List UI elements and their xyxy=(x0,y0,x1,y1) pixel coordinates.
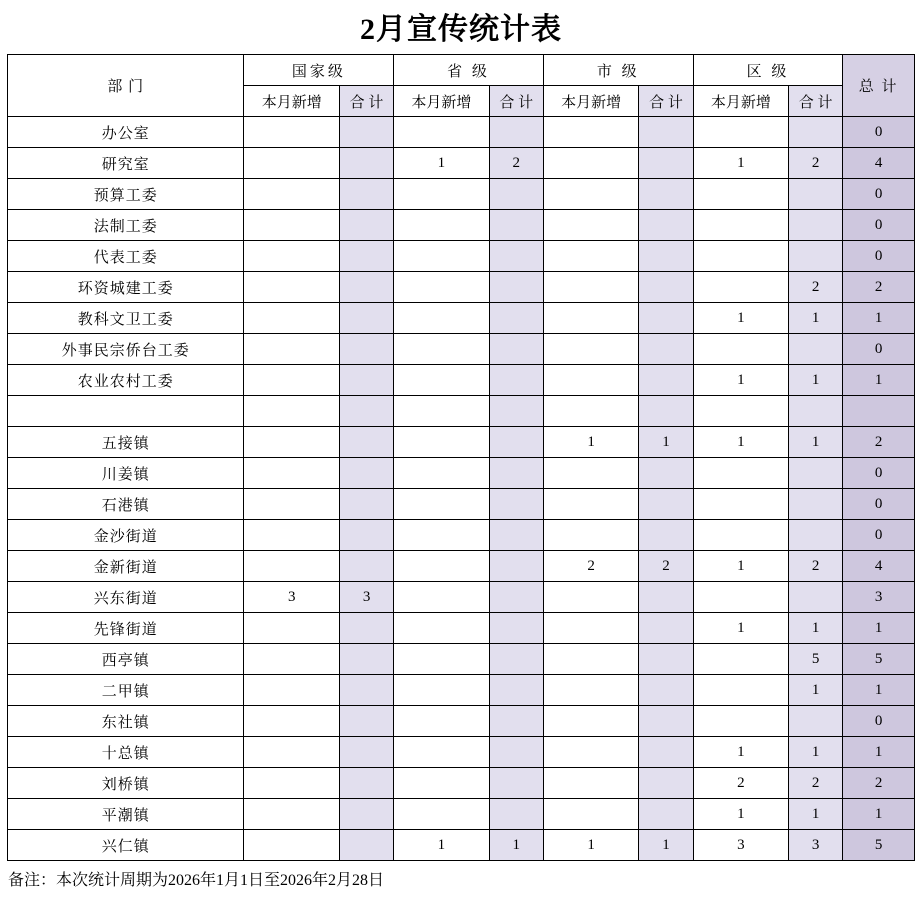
cell-dept-name: 刘桥镇 xyxy=(8,768,244,799)
cell-value xyxy=(693,582,788,613)
cell-row-total: 0 xyxy=(843,117,915,148)
cell-value xyxy=(639,148,693,179)
cell-row-total: 1 xyxy=(843,613,915,644)
cell-dept-name: 平潮镇 xyxy=(8,799,244,830)
column-header-municipal: 市 级 xyxy=(543,55,693,86)
cell-value xyxy=(339,427,393,458)
cell-value xyxy=(394,520,489,551)
cell-value xyxy=(639,117,693,148)
cell-dept-name: 东社镇 xyxy=(8,706,244,737)
cell-value xyxy=(693,489,788,520)
table-header xyxy=(8,55,915,117)
cell-value xyxy=(789,706,843,737)
cell-value: 1 xyxy=(394,830,489,861)
table-row xyxy=(8,768,915,799)
cell-value xyxy=(639,768,693,799)
cell-value xyxy=(339,396,393,427)
cell-dept-name: 研究室 xyxy=(8,148,244,179)
cell-value: 2 xyxy=(489,148,543,179)
cell-dept-name: 石港镇 xyxy=(8,489,244,520)
cell-value xyxy=(339,768,393,799)
cell-value xyxy=(639,396,693,427)
cell-value xyxy=(789,334,843,365)
cell-dept-name: 先锋街道 xyxy=(8,613,244,644)
cell-value xyxy=(244,737,339,768)
cell-value xyxy=(543,117,638,148)
cell-dept-name: 金沙街道 xyxy=(8,520,244,551)
cell-value xyxy=(339,272,393,303)
cell-value xyxy=(244,551,339,582)
cell-value xyxy=(489,613,543,644)
cell-value xyxy=(543,582,638,613)
cell-value xyxy=(394,365,489,396)
table-row xyxy=(8,644,915,675)
cell-value: 1 xyxy=(489,830,543,861)
cell-value: 1 xyxy=(789,613,843,644)
table-row xyxy=(8,799,915,830)
cell-value: 1 xyxy=(789,365,843,396)
cell-value xyxy=(244,365,339,396)
cell-value xyxy=(339,551,393,582)
cell-value xyxy=(693,117,788,148)
cell-value: 1 xyxy=(693,427,788,458)
cell-value xyxy=(394,396,489,427)
cell-value xyxy=(543,768,638,799)
cell-value xyxy=(339,365,393,396)
cell-dept-name: 外事民宗侨台工委 xyxy=(8,334,244,365)
cell-dept-name: 办公室 xyxy=(8,117,244,148)
cell-value xyxy=(789,241,843,272)
cell-value xyxy=(693,272,788,303)
cell-value xyxy=(489,334,543,365)
cell-value: 1 xyxy=(789,303,843,334)
cell-row-total: 1 xyxy=(843,799,915,830)
cell-value xyxy=(543,210,638,241)
cell-value xyxy=(543,706,638,737)
cell-value: 2 xyxy=(639,551,693,582)
cell-row-total: 0 xyxy=(843,179,915,210)
cell-value xyxy=(489,675,543,706)
cell-value xyxy=(489,799,543,830)
cell-value xyxy=(543,303,638,334)
cell-value xyxy=(789,117,843,148)
cell-value xyxy=(693,520,788,551)
cell-dept-name: 十总镇 xyxy=(8,737,244,768)
cell-value xyxy=(789,179,843,210)
cell-value: 1 xyxy=(693,148,788,179)
header-row-groups xyxy=(8,55,915,86)
cell-value xyxy=(244,830,339,861)
cell-value xyxy=(543,272,638,303)
cell-value xyxy=(639,210,693,241)
cell-row-total: 0 xyxy=(843,241,915,272)
cell-value xyxy=(693,675,788,706)
table-row xyxy=(8,272,915,303)
cell-value xyxy=(339,799,393,830)
cell-value: 1 xyxy=(693,737,788,768)
cell-value xyxy=(244,303,339,334)
cell-value xyxy=(339,210,393,241)
cell-value xyxy=(394,117,489,148)
cell-value: 2 xyxy=(789,551,843,582)
cell-row-total: 5 xyxy=(843,830,915,861)
cell-value xyxy=(244,427,339,458)
cell-row-total: 2 xyxy=(843,768,915,799)
cell-value xyxy=(543,799,638,830)
cell-value: 3 xyxy=(693,830,788,861)
cell-value xyxy=(639,613,693,644)
table-row xyxy=(8,303,915,334)
cell-value xyxy=(693,334,788,365)
cell-dept-name xyxy=(8,396,244,427)
cell-value xyxy=(394,551,489,582)
table-row xyxy=(8,551,915,582)
cell-value: 3 xyxy=(789,830,843,861)
table-row xyxy=(8,427,915,458)
cell-row-total: 0 xyxy=(843,489,915,520)
cell-value xyxy=(693,210,788,241)
cell-value xyxy=(789,582,843,613)
cell-value xyxy=(394,334,489,365)
cell-value xyxy=(543,365,638,396)
cell-row-total: 4 xyxy=(843,551,915,582)
subheader-provincial-new: 本月新增 xyxy=(394,86,489,117)
cell-value: 1 xyxy=(789,675,843,706)
cell-value xyxy=(244,396,339,427)
cell-row-total: 1 xyxy=(843,303,915,334)
cell-dept-name: 法制工委 xyxy=(8,210,244,241)
table-row xyxy=(8,737,915,768)
cell-dept-name: 二甲镇 xyxy=(8,675,244,706)
cell-value xyxy=(543,675,638,706)
cell-value: 1 xyxy=(639,830,693,861)
table-row xyxy=(8,334,915,365)
table-row xyxy=(8,706,915,737)
cell-value xyxy=(244,520,339,551)
cell-value xyxy=(543,396,638,427)
table-row xyxy=(8,613,915,644)
cell-value xyxy=(339,706,393,737)
cell-value xyxy=(244,644,339,675)
cell-value xyxy=(639,241,693,272)
cell-value xyxy=(394,582,489,613)
cell-value xyxy=(639,675,693,706)
cell-row-total: 5 xyxy=(843,644,915,675)
cell-value xyxy=(489,644,543,675)
column-header-dept: 部 门 xyxy=(8,55,244,117)
cell-value xyxy=(339,148,393,179)
cell-value xyxy=(789,458,843,489)
cell-value xyxy=(244,489,339,520)
cell-value xyxy=(489,303,543,334)
cell-dept-name: 金新街道 xyxy=(8,551,244,582)
cell-value: 2 xyxy=(789,768,843,799)
cell-value xyxy=(339,458,393,489)
cell-value xyxy=(394,179,489,210)
table-row xyxy=(8,241,915,272)
cell-value xyxy=(639,272,693,303)
cell-value: 2 xyxy=(789,272,843,303)
cell-value xyxy=(693,706,788,737)
cell-value xyxy=(339,489,393,520)
subheader-district-sum: 合 计 xyxy=(789,86,843,117)
cell-value xyxy=(489,489,543,520)
cell-value xyxy=(639,458,693,489)
cell-row-total: 0 xyxy=(843,706,915,737)
cell-value xyxy=(693,458,788,489)
table-row xyxy=(8,830,915,861)
cell-value xyxy=(693,241,788,272)
table-row xyxy=(8,148,915,179)
table-row xyxy=(8,520,915,551)
cell-value xyxy=(244,117,339,148)
cell-row-total: 0 xyxy=(843,210,915,241)
cell-value xyxy=(789,520,843,551)
table-row xyxy=(8,489,915,520)
cell-dept-name: 教科文卫工委 xyxy=(8,303,244,334)
column-header-district: 区 级 xyxy=(693,55,843,86)
cell-value xyxy=(639,179,693,210)
cell-value xyxy=(394,303,489,334)
cell-value xyxy=(489,396,543,427)
cell-row-total: 0 xyxy=(843,520,915,551)
cell-value: 3 xyxy=(244,582,339,613)
cell-dept-name: 预算工委 xyxy=(8,179,244,210)
cell-value xyxy=(244,706,339,737)
cell-value xyxy=(489,117,543,148)
cell-value xyxy=(394,210,489,241)
cell-value xyxy=(339,334,393,365)
cell-value xyxy=(339,613,393,644)
cell-value xyxy=(639,365,693,396)
cell-value xyxy=(489,210,543,241)
cell-value xyxy=(543,179,638,210)
table-body xyxy=(8,117,915,861)
cell-row-total: 2 xyxy=(843,272,915,303)
table-row xyxy=(8,582,915,613)
cell-value: 1 xyxy=(693,365,788,396)
cell-value xyxy=(244,210,339,241)
cell-value xyxy=(639,799,693,830)
cell-value xyxy=(394,272,489,303)
cell-value xyxy=(489,365,543,396)
table-row xyxy=(8,365,915,396)
cell-row-total: 4 xyxy=(843,148,915,179)
cell-value xyxy=(244,334,339,365)
cell-dept-name: 农业农村工委 xyxy=(8,365,244,396)
cell-row-total: 3 xyxy=(843,582,915,613)
cell-value xyxy=(489,768,543,799)
cell-row-total: 2 xyxy=(843,427,915,458)
column-header-provincial: 省 级 xyxy=(394,55,544,86)
cell-dept-name: 代表工委 xyxy=(8,241,244,272)
cell-value xyxy=(244,799,339,830)
cell-value xyxy=(489,737,543,768)
cell-value xyxy=(339,675,393,706)
page-title: 2月宣传统计表 xyxy=(360,13,562,46)
table-row xyxy=(8,210,915,241)
cell-dept-name: 西亭镇 xyxy=(8,644,244,675)
cell-value xyxy=(244,458,339,489)
cell-value: 2 xyxy=(789,148,843,179)
column-header-total: 总 计 xyxy=(843,55,915,117)
cell-dept-name: 兴东街道 xyxy=(8,582,244,613)
cell-value xyxy=(394,427,489,458)
subheader-national-new: 本月新增 xyxy=(244,86,339,117)
cell-value xyxy=(489,179,543,210)
cell-value: 1 xyxy=(789,737,843,768)
cell-value xyxy=(489,427,543,458)
cell-value xyxy=(394,799,489,830)
cell-value: 1 xyxy=(693,613,788,644)
cell-value xyxy=(394,489,489,520)
cell-value xyxy=(639,644,693,675)
cell-value: 1 xyxy=(693,551,788,582)
cell-value xyxy=(489,272,543,303)
cell-value xyxy=(244,179,339,210)
cell-value xyxy=(543,334,638,365)
subheader-municipal-new: 本月新增 xyxy=(543,86,638,117)
cell-value xyxy=(543,458,638,489)
table-row xyxy=(8,458,915,489)
cell-value: 5 xyxy=(789,644,843,675)
cell-dept-name: 兴仁镇 xyxy=(8,830,244,861)
cell-value xyxy=(639,737,693,768)
cell-value xyxy=(789,489,843,520)
cell-value xyxy=(489,551,543,582)
cell-value: 1 xyxy=(789,799,843,830)
cell-value xyxy=(543,148,638,179)
table-row xyxy=(8,179,915,210)
cell-value: 2 xyxy=(693,768,788,799)
cell-row-total: 1 xyxy=(843,675,915,706)
cell-value xyxy=(789,396,843,427)
cell-value xyxy=(639,706,693,737)
cell-value xyxy=(394,458,489,489)
cell-value xyxy=(339,520,393,551)
cell-dept-name: 五接镇 xyxy=(8,427,244,458)
cell-value xyxy=(339,117,393,148)
cell-value xyxy=(789,210,843,241)
cell-value: 1 xyxy=(693,799,788,830)
statistics-table xyxy=(7,54,915,861)
cell-value xyxy=(394,737,489,768)
cell-value xyxy=(639,303,693,334)
cell-row-total: 0 xyxy=(843,334,915,365)
column-header-national: 国家级 xyxy=(244,55,394,86)
cell-row-total: 1 xyxy=(843,737,915,768)
cell-value xyxy=(339,737,393,768)
cell-value xyxy=(339,241,393,272)
cell-value xyxy=(394,706,489,737)
cell-row-total: 0 xyxy=(843,458,915,489)
table-row xyxy=(8,675,915,706)
subheader-district-new: 本月新增 xyxy=(693,86,788,117)
cell-value: 1 xyxy=(693,303,788,334)
cell-value xyxy=(339,179,393,210)
cell-value xyxy=(244,675,339,706)
cell-value: 1 xyxy=(789,427,843,458)
cell-value xyxy=(489,520,543,551)
cell-value: 1 xyxy=(543,830,638,861)
cell-value xyxy=(543,520,638,551)
table-row xyxy=(8,117,915,148)
cell-value xyxy=(693,179,788,210)
cell-value xyxy=(543,737,638,768)
cell-value xyxy=(339,644,393,675)
cell-value xyxy=(394,675,489,706)
cell-value xyxy=(489,706,543,737)
cell-value: 1 xyxy=(639,427,693,458)
table-note: 备注：本次统计周期为2026年1月1日至2026年2月28日 xyxy=(8,872,385,889)
cell-value xyxy=(244,768,339,799)
cell-value xyxy=(394,768,489,799)
cell-value xyxy=(543,241,638,272)
cell-value xyxy=(244,241,339,272)
cell-value xyxy=(543,613,638,644)
cell-value xyxy=(489,458,543,489)
cell-value xyxy=(244,148,339,179)
cell-value: 3 xyxy=(339,582,393,613)
cell-value xyxy=(639,489,693,520)
table-row xyxy=(8,396,915,427)
cell-value: 1 xyxy=(394,148,489,179)
cell-value xyxy=(339,303,393,334)
cell-row-total: 1 xyxy=(843,365,915,396)
cell-value xyxy=(543,644,638,675)
cell-value xyxy=(693,396,788,427)
cell-value: 1 xyxy=(543,427,638,458)
cell-value xyxy=(639,520,693,551)
cell-dept-name: 川姜镇 xyxy=(8,458,244,489)
subheader-national-sum: 合 计 xyxy=(339,86,393,117)
cell-value xyxy=(693,644,788,675)
cell-value xyxy=(339,830,393,861)
cell-value: 2 xyxy=(543,551,638,582)
cell-value xyxy=(394,241,489,272)
cell-value xyxy=(394,613,489,644)
cell-value xyxy=(394,644,489,675)
cell-value xyxy=(489,241,543,272)
cell-value xyxy=(489,582,543,613)
cell-value xyxy=(543,489,638,520)
subheader-provincial-sum: 合 计 xyxy=(489,86,543,117)
cell-value xyxy=(639,582,693,613)
cell-row-total xyxy=(843,396,915,427)
cell-dept-name: 环资城建工委 xyxy=(8,272,244,303)
cell-value xyxy=(244,613,339,644)
subheader-municipal-sum: 合 计 xyxy=(639,86,693,117)
cell-value xyxy=(244,272,339,303)
cell-value xyxy=(639,334,693,365)
